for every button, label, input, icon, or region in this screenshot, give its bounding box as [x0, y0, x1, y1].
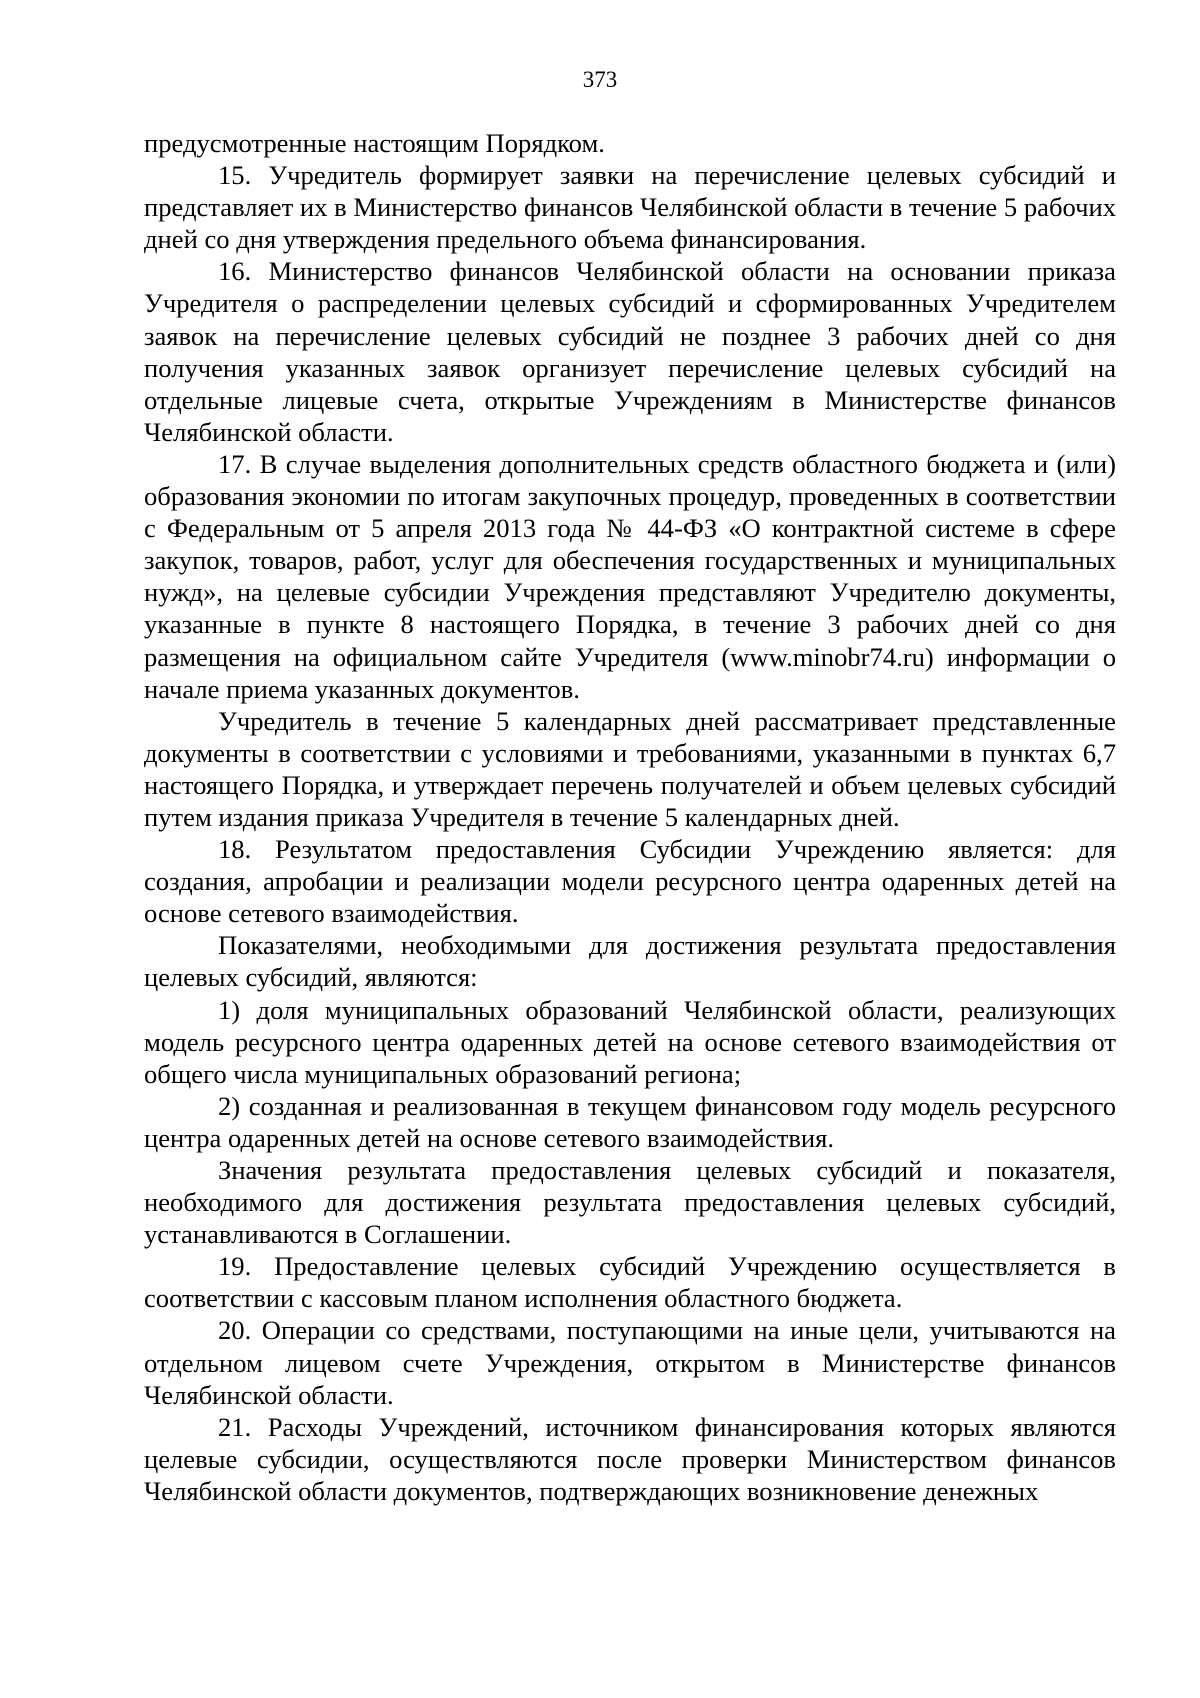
- paragraph-item-18: 18. Результатом предоставления Субсидии Учреждению является: для создания, апробации и реализации модели ресурсного центра одаренных детей на основе сетевого взаимодействия.: [144, 834, 1116, 929]
- paragraph-values-in-agreement: Значения результата предоставления целевых субсидий и показателя, необходимого для достижения результата предоставления целевых субсидий, устанавливаются в Соглашении.: [144, 1155, 1116, 1250]
- paragraph-indicators-intro: Показателями, необходимыми для достижения результата предоставления целевых субсидий, являются:: [144, 930, 1116, 993]
- paragraph-item-15: 15. Учредитель формирует заявки на перечисление целевых субсидий и представляет их в Министерство финансов Челябинской области в течение 5 рабочих дней со дня утверждения предельного объема финансирования.: [144, 160, 1116, 255]
- paragraph-item-19: 19. Предоставление целевых субсидий Учреждению осуществляется в соответствии с кассовым планом исполнения областного бюджета.: [144, 1251, 1116, 1314]
- paragraph-indicator-2: 2) созданная и реализованная в текущем финансовом году модель ресурсного центра одаренных детей на основе сетевого взаимодействия.: [144, 1090, 1116, 1153]
- page-number: 373: [582, 67, 618, 92]
- paragraph-item-17: 17. В случае выделения дополнительных средств областного бюджета и (или) образования экономии по итогам закупочных процедур, проведенных в соответствии с Федеральным от 5 апреля 2013 года № 44-ФЗ «О контрактной системе в сфере закупок, товаров, работ, услуг для обеспечения государственных и муниципальных нужд», на целевые субсидии Учреждения представляют Учредителю документы, указанные в пункте 8 настоящего Порядка, в течение 3 рабочих дней со дня размещения на официальном сайте Учредителя (www.minobr74.ru) информации о начале приема указанных документов.: [144, 448, 1116, 704]
- paragraph-indicator-1: 1) доля муниципальных образований Челябинской области, реализующих модель ресурсного центра одаренных детей на основе сетевого взаимодействия от общего числа муниципальных образований региона;: [144, 994, 1116, 1089]
- document-body: [144, 127, 1116, 1507]
- paragraph-continuation: предусмотренные настоящим Порядком.: [144, 128, 605, 158]
- paragraph-item-16: 16. Министерство финансов Челябинской области на основании приказа Учредителя о распределении целевых субсидий и сформированных Учредителем заявок на перечисление целевых субсидий не позднее 3 рабочих дней со дня получения указанных заявок организует перечисление целевых субсидий на отдельные лицевые счета, открытые Учреждениям в Министерстве финансов Челябинской области.: [144, 256, 1116, 447]
- paragraph-item-20: 20. Операции со средствами, поступающими на иные цели, учитываются на отдельном лицевом счете Учреждения, открытом в Министерстве финансов Челябинской области.: [144, 1315, 1116, 1410]
- paragraph-item-17-continued: Учредитель в течение 5 календарных дней рассматривает представленные документы в соответствии с условиями и требованиями, указанными в пунктах 6,7 настоящего Порядка, и утверждает перечень получателей и объем целевых субсидий путем издания приказа Учредителя в течение 5 календарных дней.: [144, 705, 1116, 832]
- paragraph-item-21: 21. Расходы Учреждений, источником финансирования которых являются целевые субсидии, осуществляются после проверки Министерством финансов Челябинской области документов, подтверждающих возникновение денежных: [144, 1411, 1116, 1506]
